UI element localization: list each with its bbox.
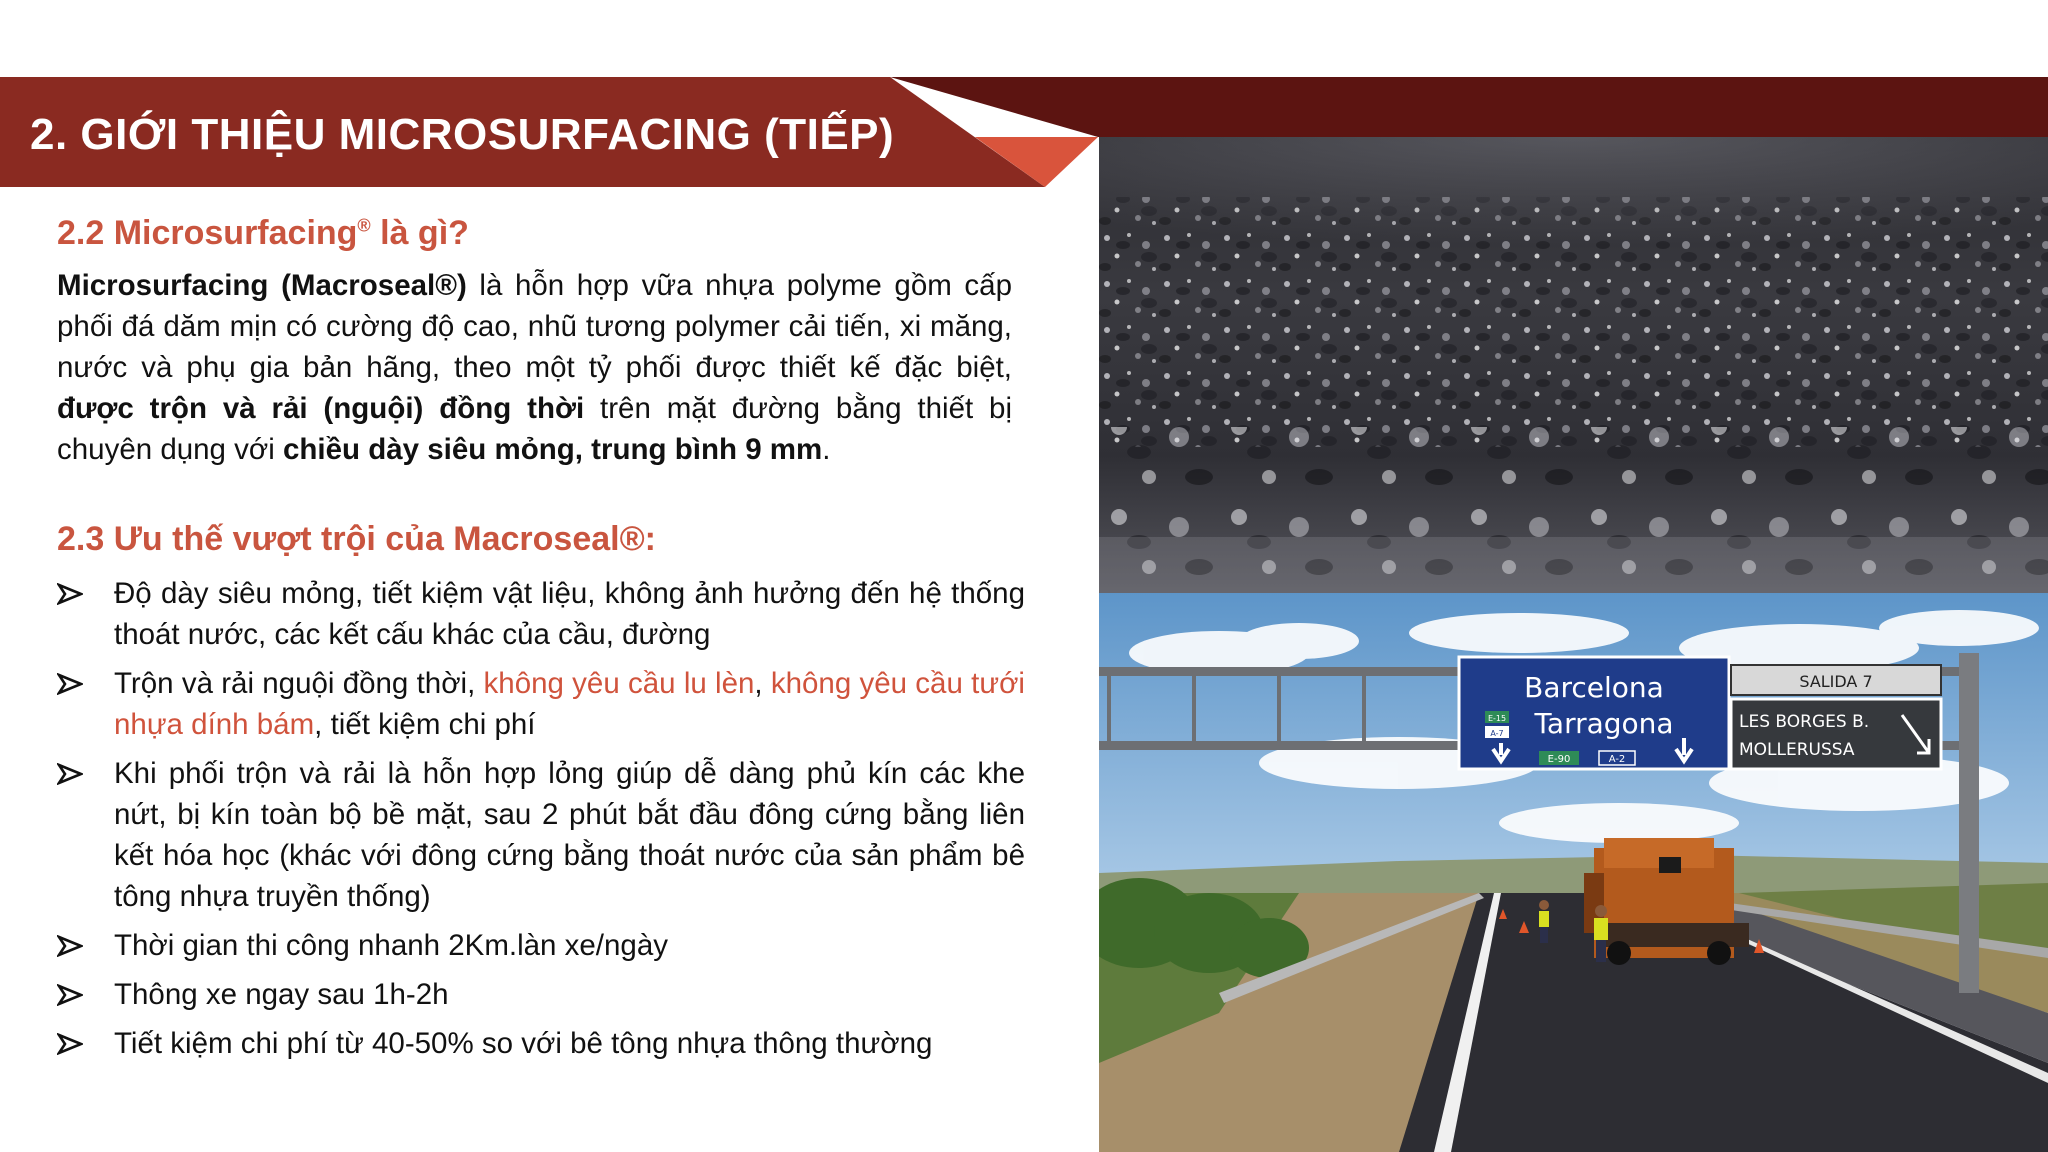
list-item xyxy=(57,573,1025,655)
heading-rest: là gì? xyxy=(370,214,469,252)
bullet-text: Tiết kiệm chi phí từ 40-50% so với bê tông nhựa thông thường xyxy=(114,1027,933,1060)
arrowhead-bullet-icon xyxy=(57,583,83,605)
arrowhead-bullet-icon xyxy=(57,673,83,695)
intro-text-3: . xyxy=(822,433,831,466)
registered-mark: ® xyxy=(357,215,371,236)
arrowhead-bullet-icon xyxy=(57,1033,83,1055)
svg-text:Tarragona: Tarragona xyxy=(1534,707,1674,740)
intro-text-2: trên mặt đường bằng thiết bị chuyên dụng với xyxy=(57,392,1012,466)
bullet-separator: , xyxy=(754,667,771,700)
arrowhead-bullet-icon xyxy=(57,984,83,1006)
svg-text:LES BORGES B.: LES BORGES B. xyxy=(1739,712,1870,732)
slide-title: 2. GIỚI THIỆU MICROSURFACING (TIẾP) xyxy=(30,110,895,159)
list-item xyxy=(57,663,1025,745)
texture-photo-image xyxy=(1099,137,2048,593)
list-item xyxy=(57,925,1025,966)
svg-text:Barcelona: Barcelona xyxy=(1524,671,1664,704)
section-heading-advantages: 2.3 Ưu thế vượt trội của Macroseal®: xyxy=(57,520,656,558)
blue-direction-sign xyxy=(1459,657,1729,769)
svg-text:SALIDA 7: SALIDA 7 xyxy=(1799,672,1873,691)
svg-text:MOLLERUSSA: MOLLERUSSA xyxy=(1739,740,1855,760)
svg-text:E-90: E-90 xyxy=(1547,754,1571,765)
bullet-text: Thông xe ngay sau 1h-2h xyxy=(114,978,449,1011)
intro-paragraph xyxy=(57,265,1012,470)
highlight-no-rolling: không yêu cầu lu lèn xyxy=(483,667,755,700)
texture-photo xyxy=(1099,137,2048,593)
list-item xyxy=(57,1023,1025,1064)
bullet-text: Độ dày siêu mỏng, tiết kiệm vật liệu, không ảnh hưởng đến hệ thống thoát nước, các kết cấu khác của cầu, đường xyxy=(114,577,1025,651)
intro-bold-mixing: được trộn và rải (nguội) đồng thời xyxy=(57,392,585,425)
highway-photo-image xyxy=(1099,593,2048,1152)
svg-text:A-2: A-2 xyxy=(1608,754,1626,765)
intro-text-1: là hỗn hợp vữa nhựa polyme gồm cấp phối đá dăm mịn có cường độ cao, nhũ tương polymer cải tiến, xi măng, nước và phụ gia bản hãng, theo một tỷ phối được thiết kế đặc biệt, xyxy=(57,269,1012,384)
section-heading-what xyxy=(57,214,469,253)
advantages-list xyxy=(57,573,1025,1072)
bullet-text: Khi phối trộn và rải là hỗn hợp lỏng giúp dễ dàng phủ kín các khe nứt, bị kín toàn bộ bề mặt, sau 2 phút bắt đầu đông cứng bằng liên kết hóa học (khác với đông cứng bằng thoát nước của sản phẩm bê tông nhựa truyền thống) xyxy=(114,757,1025,913)
arrowhead-bullet-icon xyxy=(57,763,83,785)
highway-photo xyxy=(1099,593,2048,1152)
svg-text:E-15: E-15 xyxy=(1487,714,1507,723)
intro-bold-thickness: chiều dày siêu mỏng, trung bình 9 mm xyxy=(283,433,823,466)
heading-main: 2.2 Microsurfacing xyxy=(57,214,358,252)
arrowhead-bullet-icon xyxy=(57,935,83,957)
intro-bold-term: Microsurfacing (Macroseal®) xyxy=(57,269,467,302)
exit-sign xyxy=(1731,665,1941,769)
paving-truck xyxy=(1584,838,1749,965)
header-band-dark xyxy=(890,77,2048,137)
svg-text:A-7: A-7 xyxy=(1490,729,1504,738)
bullet-text: Thời gian thi công nhanh 2Km.làn xe/ngày xyxy=(114,929,668,962)
bullet-text: Trộn và rải nguội đồng thời, xyxy=(114,667,484,700)
list-item xyxy=(57,974,1025,1015)
list-item xyxy=(57,753,1025,917)
bullet-text-end: , tiết kiệm chi phí xyxy=(314,708,536,741)
highlight-no-tack-coat: không yêu cầu tưới nhựa dính bám xyxy=(114,667,1025,741)
